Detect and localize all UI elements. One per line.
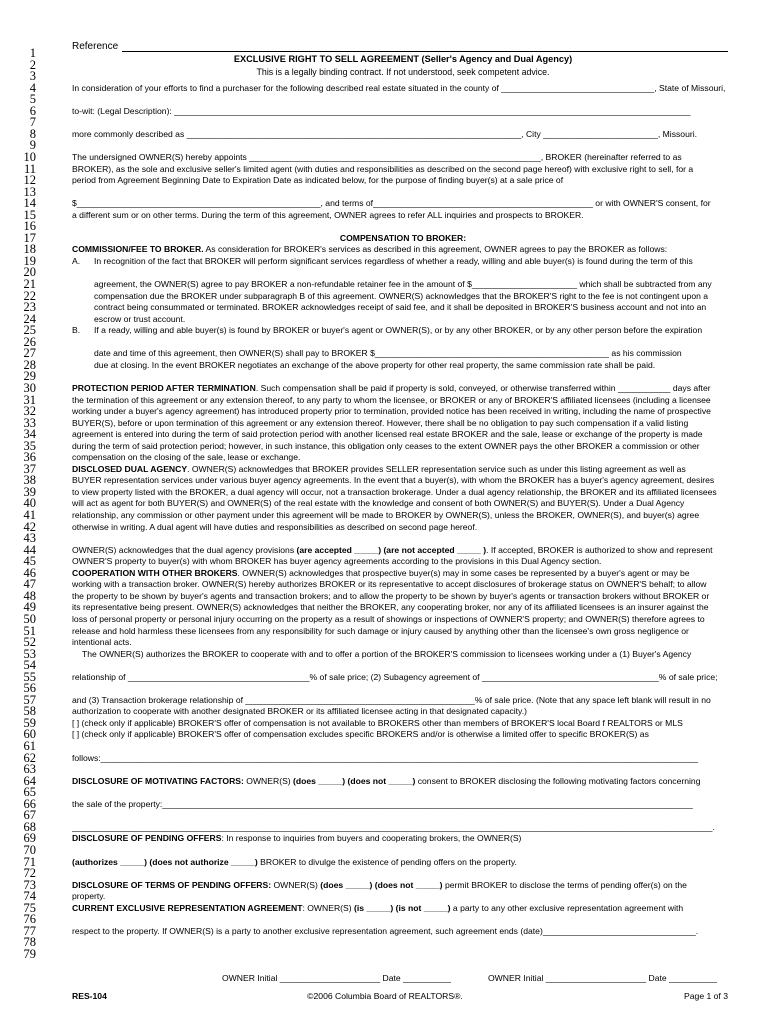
body-text: during the term of said protection period; however, in such instance, this obligation only ceases to the extent OWNER pays the other BROKER a commission or other xyxy=(72,440,700,451)
owner-initial-1[interactable]: OWNER Initial _____________________ Date __________ xyxy=(222,973,451,983)
line-number: 67 xyxy=(23,808,36,823)
broker-appointment-line[interactable]: The undersigned OWNER(S) hereby appoints _____________________________________________________________, BROKER (hereinafter referred to as xyxy=(72,151,682,162)
line-number: 51 xyxy=(23,623,36,638)
commission-heading: COMMISSION/FEE TO BROKER. xyxy=(72,244,204,255)
sale-price-field[interactable]: $___________________________________________________, and terms of______________________________________________ or with OWNER'S consent, for xyxy=(72,198,711,209)
line-number: 17 xyxy=(23,230,36,245)
line-number: 27 xyxy=(23,346,36,361)
body-text: release and hold harmless these licensees from any responsibility for such damage or injury caused by anything other than the licensee's own gross negligence or xyxy=(72,625,689,636)
line-number: 13 xyxy=(23,184,36,199)
body-text: As consideration for BROKER's services as described in this agreement, OWNER agrees to pay the BROKER as follows: xyxy=(203,244,668,255)
line-number: 56 xyxy=(23,681,36,696)
line-number: 9 xyxy=(29,138,36,153)
line-number: 54 xyxy=(23,658,36,673)
line-number: 10 xyxy=(23,149,36,164)
body-text: will act as agent for both BUYER(S) and OWNER(S) of the real estate with the knowledge and consent of both OWNER(S) and BUYER(S). Under a Dual Agency xyxy=(72,498,685,509)
document-title: EXCLUSIVE RIGHT TO SELL AGREEMENT (Seller's Agency and Dual Agency) xyxy=(233,54,573,64)
motivating-factors-field-2[interactable]: ______________________________________________________________________________________________________________________________________. xyxy=(72,821,715,832)
line-number: 60 xyxy=(23,727,36,742)
line-number: 34 xyxy=(23,427,36,442)
reference-label: Reference xyxy=(72,41,119,52)
line-number: 50 xyxy=(23,611,36,626)
line-number: 38 xyxy=(23,473,36,488)
exclusive-representation-line xyxy=(72,903,734,913)
line-number: 14 xyxy=(23,196,36,211)
pending-offers-line xyxy=(72,833,734,843)
buyer-agency-rate-field[interactable]: relationship of ______________________________________% of sale price; (2) Subagency agreement of _____________________________________% of sale price; xyxy=(72,671,718,682)
body-text: loss of personal property or personal injury occurring on the property as a result of showings or inspections of OWNER'S property; and OWNER(S) therefore agrees to xyxy=(72,613,705,624)
line-number: 12 xyxy=(23,173,36,188)
cooperation-heading: COOPERATION WITH OTHER BROKERS xyxy=(72,567,238,578)
line-number: 1 xyxy=(29,46,36,60)
agreement-end-date-field[interactable]: respect to the property. If OWNER(S) is a party to another exclusive representation agreement, such agreement ends (date)________________________________. xyxy=(72,925,699,936)
line-number: 6 xyxy=(29,103,36,118)
exclusive-representation-choice[interactable]: (is _____) (is not _____) xyxy=(354,902,451,913)
body-text: : OWNER(S) xyxy=(302,902,355,913)
line-number: 66 xyxy=(23,796,36,811)
protection-period-paragraph xyxy=(72,383,734,393)
line-number: 46 xyxy=(23,565,36,580)
line-number: 7 xyxy=(29,115,36,130)
line-number: 75 xyxy=(23,900,36,915)
line-number: 44 xyxy=(23,542,36,557)
line-number: 61 xyxy=(23,739,36,753)
line-number: 42 xyxy=(23,519,36,534)
body-text: consent to BROKER disclosing the following motivating factors concerning xyxy=(415,775,701,786)
body-text: OWNER(S) acknowledges that the dual agency provisions xyxy=(72,544,297,555)
body-text: BROKER), as the sole and exclusive seller's limited agent (with duties and responsibilities as described on the second page hereof) with exclusive right to sell, for a xyxy=(72,163,694,174)
line-number: 43 xyxy=(23,531,36,546)
line-number: 70 xyxy=(23,842,36,857)
line-number: 73 xyxy=(23,877,36,892)
line-number: 26 xyxy=(23,334,36,349)
line-number: 57 xyxy=(23,692,36,707)
protection-period-heading: PROTECTION PERIOD AFTER TERMINATION xyxy=(72,382,256,393)
form-id: RES-104 xyxy=(72,991,107,1001)
body-text: the termination of this agreement or any extension thereof, to any party to whom the licensee, or BROKER or any of BROKER'S affiliated licensees (including a licensee xyxy=(72,394,711,405)
motivating-factors-heading: DISCLOSURE OF MOTIVATING FACTORS: xyxy=(72,775,244,786)
line-number: 30 xyxy=(23,380,36,395)
line-number: 68 xyxy=(23,819,36,834)
line-number: 63 xyxy=(23,762,36,777)
body-text: BUYER(S), before or upon termination of this agreement or any extension thereof. However, there shall be no obligation to pay such compensation if a valid listing xyxy=(72,417,689,428)
line-number: 22 xyxy=(23,288,36,303)
item-marker-a: A. xyxy=(72,255,81,266)
line-number: 77 xyxy=(23,923,36,938)
line-number: 25 xyxy=(23,323,36,338)
pending-terms-line xyxy=(72,880,734,890)
line-number: 32 xyxy=(23,404,36,419)
limited-offer-checkbox[interactable]: [ ] (check only if applicable) BROKER'S offer of compensation excludes specific BROKERS and/or is otherwise a limited offer to specific BROKER(S) as xyxy=(72,729,649,740)
pending-offers-authorization xyxy=(72,857,734,867)
compensation-heading: COMPENSATION TO BROKER: xyxy=(339,232,467,243)
line-number: 69 xyxy=(23,831,36,846)
body-text: OWNER'S property to buyer(s) with whom BROKER has buyer agency agreements according to the provisions in this Dual Agency section. xyxy=(72,556,602,567)
line-number: 40 xyxy=(23,496,36,511)
line-number: 65 xyxy=(23,785,36,800)
line-number: 59 xyxy=(23,715,36,730)
line-number: 79 xyxy=(23,946,36,961)
dual-agency-accept-choice[interactable]: (are accepted _____) (are not accepted _____ ) xyxy=(296,544,487,555)
mls-only-checkbox[interactable]: [ ] (check only if applicable) BROKER'S offer of compensation is not available to BROKERS other than members of BROKER'S local Board f REALTORS or MLS xyxy=(72,717,683,728)
document-subtitle: This is a legally binding contract. If not understood, seek competent advice. xyxy=(256,67,550,77)
line-number: 39 xyxy=(23,484,36,499)
owner-initial-2[interactable]: OWNER Initial _____________________ Date __________ xyxy=(488,973,717,983)
line-number: 23 xyxy=(23,300,36,315)
body-text: In recognition of the fact that BROKER will perform significant services regardless of whether a ready, willing and able buyer(s) is found during the term of this xyxy=(94,255,693,266)
line-number: 37 xyxy=(23,461,36,476)
body-text: . If accepted, BROKER is authorized to show and represent xyxy=(486,544,713,555)
line-number: 4 xyxy=(29,80,36,95)
reference-field[interactable] xyxy=(122,51,728,52)
motivating-factors-line xyxy=(72,776,734,786)
body-text: permit BROKER to disclose the terms of pending offer(s) on the xyxy=(442,879,687,890)
body-text: working under a buyer's agency agreement) has introduced property prior to termination, provided notice has been received in writing, including the name of prospective xyxy=(72,406,711,417)
protection-days-field[interactable]: . Such compensation shall be paid if property is sold, conveyed, or otherwise transferred within ___________ days after xyxy=(255,382,711,393)
body-text: OWNER(S) xyxy=(271,879,321,890)
line-number: 55 xyxy=(23,669,36,684)
body-text: a party to any other exclusive representation agreement with xyxy=(450,902,684,913)
cooperation-paragraph xyxy=(72,568,734,578)
line-number: 47 xyxy=(23,577,36,592)
line-number: 53 xyxy=(23,646,36,661)
body-text: a different sum or on other terms. During the term of this agreement, OWNER agrees to refer ALL inquiries and prospects to BROKER. xyxy=(72,209,584,220)
body-text: . OWNER(S) acknowledges that prospective buyer(s) may in some cases be represented by a buyer's agent or may be xyxy=(237,567,690,578)
motivating-factors-choice[interactable]: (does _____) (does not _____) xyxy=(293,775,416,786)
page-number: Page 1 of 3 xyxy=(684,991,728,1001)
line-number: 19 xyxy=(23,253,36,268)
line-number: 74 xyxy=(23,889,36,904)
line-number: 21 xyxy=(23,277,36,291)
dual-agency-heading: DISCLOSED DUAL AGENCY xyxy=(72,463,188,474)
motivating-factors-field[interactable]: the sale of the property:_______________________________________________________________________________________________________________ xyxy=(72,798,693,809)
body-text: to view property listed with the BROKER, a dual agency will occur, not a transaction brokerage. Under a dual agency relationship, the BROKER and its affiliated licensees xyxy=(72,486,717,497)
line-number: 62 xyxy=(23,750,36,765)
pending-terms-choice[interactable]: (does _____) (does not _____) xyxy=(320,879,443,890)
body-text: compensation due the BROKER under subparagraph B of this agreement. OWNER(S) acknowledges that the BROKER'S right to the fee is not contingent upon a xyxy=(94,290,709,301)
body-text: contract being consummated or terminated. BROKER acknowledges receipt of said fee, and it shall be deposited in BROKER'S business account and not into an xyxy=(94,302,707,313)
body-text: BUYER representation services under various buyer agency agreements. In the event that a buyer(s), with whom the BROKER has a buyer's agency agreement, desires xyxy=(72,475,715,486)
body-text: OWNER(S) xyxy=(243,775,294,786)
line-number: 18 xyxy=(23,242,36,257)
line-number: 11 xyxy=(23,161,36,176)
line-number: 48 xyxy=(23,588,36,603)
common-description-field[interactable]: more commonly described as ______________________________________________________________________, City ________________________, Missouri. xyxy=(72,128,698,139)
line-number: 64 xyxy=(23,773,36,788)
commission-amount-field[interactable]: date and time of this agreement, then OWNER(S) shall pay to BROKER $_________________________________________________ as his commission xyxy=(94,348,682,359)
line-number: 20 xyxy=(23,265,36,280)
line-number: 49 xyxy=(23,600,36,615)
line-number: 71 xyxy=(23,854,36,869)
retainer-fee-field[interactable]: agreement, the OWNER(S) agree to pay BROKER a non-refundable retainer fee in the amount of $______________________ which shall be subtracted from any xyxy=(94,279,712,289)
line-number: 24 xyxy=(23,311,36,326)
commission-paragraph xyxy=(72,244,734,254)
body-text: The OWNER(S) authorizes the BROKER to cooperate with and to offer a portion of the BROKER'S commission to licensees working under a (1) Buyer's Agency xyxy=(82,648,692,659)
body-text: . OWNER(S) acknowledges that BROKER provides SELLER representation service such as under this listing agreement as well as xyxy=(187,463,686,474)
copyright: ©2006 Columbia Board of REALTORS®. xyxy=(307,991,463,1001)
body-text: the property to be shown by buyer's agents and transaction brokers; and to allow the property to be shown by buyer's agents or transaction brokers without BROKER or xyxy=(72,590,710,601)
line-number: 31 xyxy=(23,392,36,407)
body-text: otherwise in writing. A dual agent will have duties and responsibilities as described on second page hereof. xyxy=(72,521,478,532)
line-number: 76 xyxy=(23,912,36,927)
body-text: If a ready, willing and able buyer(s) is found by BROKER or buyer's agent or OWNER(S), or by any other BROKER, or by any other person before the expiration xyxy=(94,325,703,336)
legal-description-field[interactable]: to-wit: (Legal Description): ____________________________________________________________________________________________________________ xyxy=(72,105,691,116)
line-number: 72 xyxy=(23,866,36,881)
line-number: 29 xyxy=(23,369,36,384)
body-text: agreement is entered into during the term of said protection period with another licensed real estate BROKER and the sale, lease or exchange of the property is made xyxy=(72,429,703,440)
exclusive-representation-heading: CURRENT EXCLUSIVE REPRESENTATION AGREEMENT xyxy=(72,902,303,913)
body-text: relationship, any commission or other payment under this agreement will be made to BROKER by OWNER(S), unless the BROKER, OWNER(S), and buyer(s) agree xyxy=(72,510,700,520)
line-number: 3 xyxy=(29,69,36,84)
body-text: : In response to inquiries from buyers and cooperating brokers, the OWNER(S) xyxy=(221,833,522,844)
body-text: working with a transaction broker. OWNER(S) hereby authorizes BROKER or its representative to accept disclosures of brokerage status on OWNER'S behalf; to allow xyxy=(72,579,707,590)
body-text: escrow or trust account. xyxy=(94,313,186,324)
dual-agency-paragraph xyxy=(72,464,734,474)
county-clause: In consideration of your efforts to find a purchaser for the following described real estate situated in the county of ________________________________, State of Missouri, xyxy=(72,82,726,93)
limited-offer-field[interactable]: follows:_____________________________________________________________________________________________________________________________ xyxy=(72,752,699,763)
line-number: 16 xyxy=(23,219,36,234)
line-number: 35 xyxy=(23,438,36,453)
line-number: 41 xyxy=(23,508,36,522)
line-number: 28 xyxy=(23,357,36,372)
body-text: BROKER to divulge the existence of pending offers on the property. xyxy=(257,856,517,867)
pending-offers-choice[interactable]: (authorizes _____) (does not authorize _____) xyxy=(72,856,258,867)
dual-agency-acceptance xyxy=(72,545,734,555)
line-number: 5 xyxy=(29,92,36,107)
body-text: property. xyxy=(72,891,106,902)
body-text: compensation on the closing of the sale, lease or exchange. xyxy=(72,452,301,463)
body-text: authorization to cooperate with another designated BROKER or its affiliated licensee acting in that designated capacity.) xyxy=(72,706,527,717)
line-number: 52 xyxy=(23,635,36,650)
pending-offers-heading: DISCLOSURE OF PENDING OFFERS xyxy=(72,833,222,844)
line-number: 36 xyxy=(23,450,36,465)
line-number: 33 xyxy=(23,415,36,430)
body-text: due at closing. In the event BROKER negotiates an exchange of the above property for other real property, the same commission rate shall be paid. xyxy=(94,359,656,370)
transaction-brokerage-rate-field[interactable]: and (3) Transaction brokerage relationship of ________________________________________________% of sale price. (Note that any space left blank will result in no xyxy=(72,694,711,705)
body-text: intentional acts. xyxy=(72,637,132,648)
line-number: 45 xyxy=(23,554,36,569)
line-number: 2 xyxy=(29,57,36,72)
line-number: 15 xyxy=(23,207,36,222)
line-number: 8 xyxy=(29,126,36,141)
body-text: its representative being present. OWNER(S) acknowledges that neither the BROKER, any cooperating broker, nor any of its affiliated licensees is an insurer against the xyxy=(72,602,709,613)
item-marker-b: B. xyxy=(72,325,81,336)
line-number: 58 xyxy=(23,704,36,719)
pending-terms-heading: DISCLOSURE OF TERMS OF PENDING OFFERS: xyxy=(72,879,272,890)
body-text: period from Agreement Beginning Date to Expiration Date as indicated below, for the purpose of finding buyer(s) at a sale price of xyxy=(72,175,564,186)
line-number: 78 xyxy=(23,935,36,950)
